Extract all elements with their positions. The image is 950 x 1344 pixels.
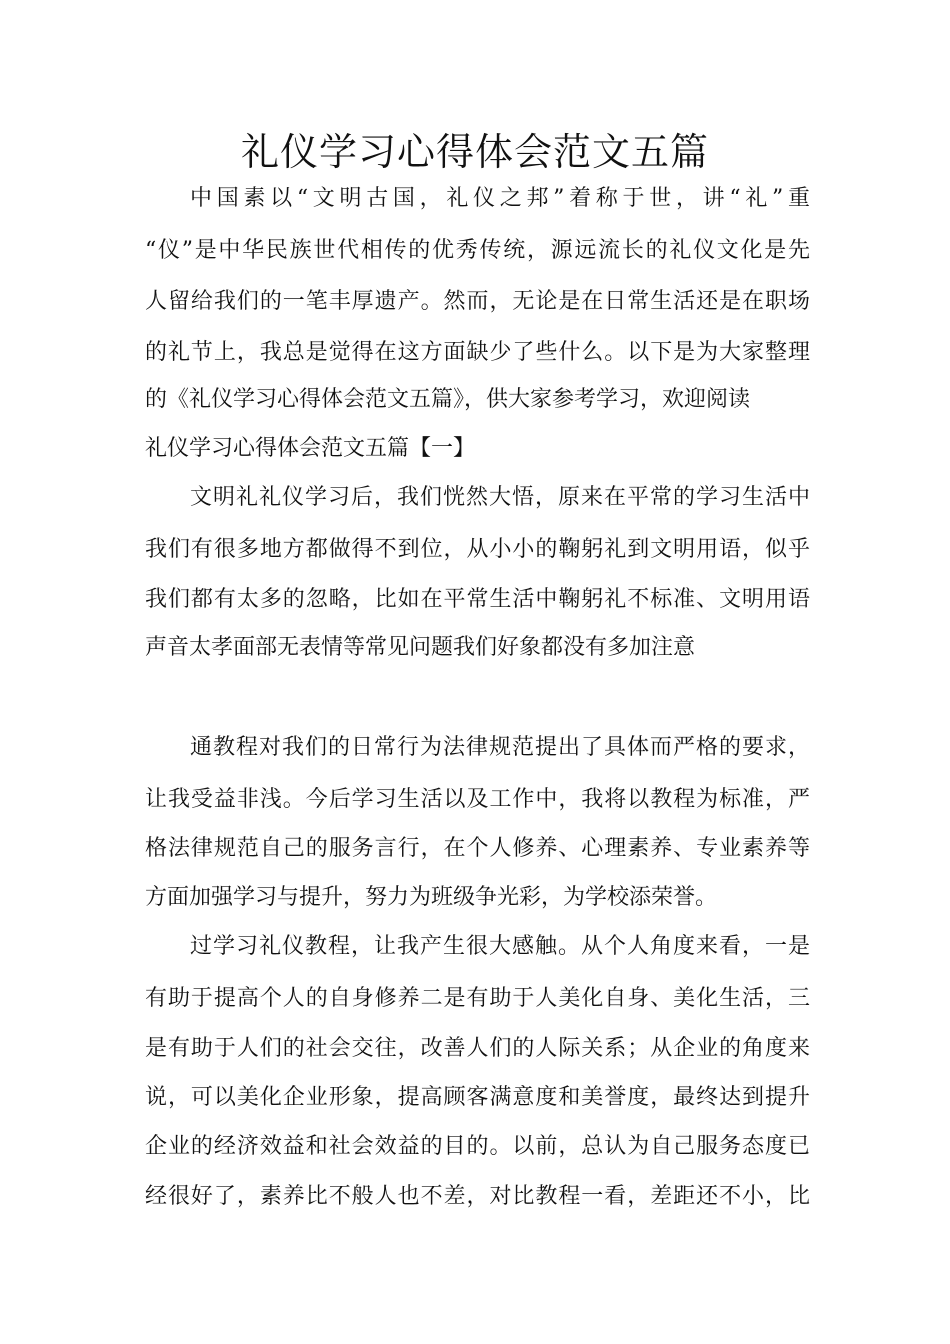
intro-line-3: 人留给我们的一笔丰厚遗产。然而，无论是在日常生活还是在职场 <box>145 289 810 314</box>
intro-line-1: 中国素以“文明古国，礼仪之邦”着称于世，讲“礼”重 <box>190 186 810 211</box>
intro-line-5: 的《礼仪学习心得体会范文五篇》，供大家参考学习，欢迎阅读 <box>145 387 751 412</box>
intro-line-2: “仪”是中华民族世代相传的优秀传统，源远流长的礼仪文化是先 <box>145 238 810 263</box>
para3-line-2: 有助于提高个人的自身修养二是有助于人美化自身、美化生活，三 <box>145 986 810 1011</box>
para2-line-1: 通教程对我们的日常行为法律规范提出了具体而严格的要求， <box>190 735 810 760</box>
para3-line-1: 过学习礼仪教程，让我产生很大感触。从个人角度来看，一是 <box>190 934 810 959</box>
intro-line-4: 的礼节上，我总是觉得在这方面缺少了些什么。以下是为大家整理 <box>145 340 810 365</box>
para3-line-3: 是有助于人们的社会交往，改善人们的人际关系；从企业的角度来 <box>145 1036 810 1061</box>
para1-line-2: 我们有很多地方都做得不到位，从小小的鞠躬礼到文明用语，似乎 <box>145 537 810 562</box>
para1-line-4: 声音太孝面部无表情等常见问题我们好象都没有多加注意 <box>145 635 696 660</box>
para3-line-4: 说，可以美化企业形象，提高顾客满意度和美誉度，最终达到提升 <box>145 1085 810 1110</box>
para1-line-3: 我们都有太多的忽略，比如在平常生活中鞠躬礼不标准、文明用语 <box>145 587 810 612</box>
para1-line-1: 文明礼礼仪学习后，我们恍然大悟，原来在平常的学习生活中 <box>190 485 810 510</box>
para2-line-2: 让我受益非浅。今后学习生活以及工作中，我将以教程为标准，严 <box>145 787 810 812</box>
document-title: 礼仪学习心得体会范文五篇 <box>240 130 709 174</box>
section-heading-1: 礼仪学习心得体会范文五篇【一】 <box>145 436 476 461</box>
para3-line-6: 经很好了，素养比不般人也不差，对比教程一看，差距还不小，比 <box>145 1184 810 1209</box>
para2-line-3: 格法律规范自己的服务言行，在个人修养、心理素养、专业素养等 <box>145 836 810 861</box>
para2-line-4: 方面加强学习与提升，努力为班级争光彩，为学校添荣誉。 <box>145 885 718 910</box>
para3-line-5: 企业的经济效益和社会效益的目的。以前，总认为自己服务态度已 <box>145 1134 810 1159</box>
